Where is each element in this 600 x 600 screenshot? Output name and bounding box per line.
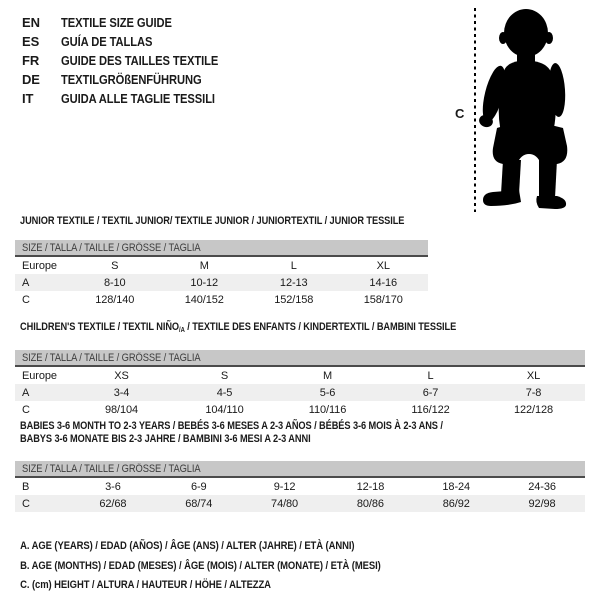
section-title-junior: JUNIOR TEXTILE / TEXTIL JUNIOR/ TEXTILE JUNIOR / JUNIORTEXTIL / JUNIOR TESSILE	[20, 215, 405, 227]
table-cell: 80/86	[356, 497, 384, 510]
children-size-table	[15, 350, 585, 418]
table-cell: 14-16	[369, 276, 398, 289]
row-label: A	[22, 386, 30, 399]
language-title: GUIDE DES TAILLES TEXTILE	[61, 53, 219, 68]
language-title: TEXTILGRÖßENFÜHRUNG	[61, 72, 202, 87]
title-subscript: /A	[179, 327, 185, 334]
language-code: IT	[22, 91, 34, 106]
table-row-age	[15, 384, 585, 401]
row-label: C	[22, 403, 30, 416]
table-cell: 3-4	[113, 386, 130, 399]
table-row-europe	[15, 367, 585, 384]
table-cell: 128/140	[95, 293, 135, 306]
table-row-height	[15, 291, 428, 308]
table-cell: 12-18	[356, 480, 385, 493]
language-row-de	[22, 70, 244, 89]
row-label: Europe	[22, 369, 57, 382]
toddler-silhouette-image	[479, 6, 575, 212]
height-marker-line	[474, 8, 476, 212]
size-table-header	[15, 461, 585, 478]
table-cell: 62/68	[99, 497, 127, 510]
table-cell: S	[111, 259, 119, 272]
table-cell: 9-12	[273, 480, 296, 493]
language-title-list	[22, 13, 244, 108]
size-header-label: SIZE / TALLA / TAILLE / GRÖSSE / TAGLIA	[22, 462, 201, 475]
row-label: B	[22, 480, 30, 493]
table-cell: 98/104	[104, 403, 139, 416]
table-row-months	[15, 478, 585, 495]
table-cell: 4-5	[216, 386, 233, 399]
table-cell: 12-13	[279, 276, 308, 289]
language-row-fr	[22, 51, 244, 70]
row-label: Europe	[22, 259, 57, 272]
legend-line-b: B. AGE (MONTHS) / EDAD (MESES) / ÂGE (MOIS) / ALTER (MONATE) / ETÀ (MESI)	[20, 559, 381, 572]
table-cell: XL	[376, 259, 390, 272]
table-cell: 3-6	[105, 480, 121, 493]
table-row-europe	[15, 257, 428, 274]
table-cell: 7-8	[525, 386, 542, 399]
title-text: / TEXTILE DES ENFANTS / KINDERTEXTIL / BAMBINI TESSILE	[184, 321, 457, 333]
size-table-header	[15, 240, 428, 257]
table-cell: 6-7	[422, 386, 439, 399]
language-code: EN	[22, 15, 40, 30]
section-title-children	[15, 321, 494, 337]
section-children	[15, 321, 585, 418]
language-code: DE	[22, 72, 40, 87]
table-cell: 24-36	[528, 480, 556, 493]
table-cell: 86/92	[442, 497, 470, 510]
size-header-label: SIZE / TALLA / TAILLE / GRÖSSE / TAGLIA	[22, 241, 201, 254]
table-cell: 10-12	[190, 276, 219, 289]
row-label: C	[22, 497, 30, 510]
table-row-height	[15, 495, 585, 512]
junior-size-table	[15, 240, 428, 308]
language-title: TEXTILE SIZE GUIDE	[61, 15, 172, 30]
size-header-label: SIZE / TALLA / TAILLE / GRÖSSE / TAGLIA	[22, 351, 201, 364]
table-cell: L	[290, 259, 297, 272]
legend-line-c: C. (cm) HEIGHT / ALTURA / HAUTEUR / HÖHE / ALTEZZA	[20, 579, 271, 591]
table-cell: S	[220, 369, 229, 382]
language-title: GUIDA ALLE TAGLIE TESSILI	[61, 91, 215, 106]
table-cell: 104/110	[205, 403, 244, 416]
table-cell: 122/128	[513, 403, 554, 416]
section-junior	[15, 215, 428, 308]
row-label: A	[22, 276, 30, 289]
language-code: FR	[22, 53, 40, 68]
language-row-it	[22, 89, 244, 108]
title-line-1: BABIES 3-6 MONTH TO 2-3 YEARS / BEBÉS 3-6 MESES A 2-3 AÑOS / BÉBÉS 3-6 MOIS À 2-3 ANS /	[20, 420, 443, 432]
size-table-header	[15, 350, 585, 367]
table-cell: 158/170	[363, 293, 403, 306]
measurement-legend	[15, 537, 440, 596]
height-marker-label: C	[455, 106, 465, 121]
table-row-height	[15, 401, 585, 418]
table-cell: 140/152	[184, 293, 224, 306]
legend-line-a: A. AGE (YEARS) / EDAD (AÑOS) / ÂGE (ANS) / ALTER (JAHRE) / ETÀ (ANNI)	[20, 540, 355, 552]
table-cell: 92/98	[528, 497, 556, 510]
table-cell: 116/122	[411, 403, 450, 416]
title-text: CHILDREN'S TEXTILE / TEXTIL NIÑO	[20, 321, 180, 333]
row-label: C	[22, 293, 30, 306]
table-cell: M	[322, 369, 333, 382]
table-cell: L	[427, 369, 434, 382]
table-cell: XS	[114, 369, 129, 382]
table-cell: 74/80	[271, 497, 299, 510]
table-cell: 152/158	[274, 293, 314, 306]
language-row-en	[22, 13, 244, 32]
babies-size-table	[15, 461, 585, 512]
table-cell: 110/116	[308, 403, 347, 416]
language-row-es	[22, 32, 244, 51]
table-cell: XL	[526, 369, 541, 382]
table-row-age	[15, 274, 428, 291]
table-cell: 6-9	[190, 480, 207, 493]
section-title-babies	[15, 420, 585, 446]
section-babies	[15, 420, 585, 512]
table-cell: M	[199, 259, 209, 272]
language-code: ES	[22, 34, 40, 49]
table-cell: 5-6	[319, 386, 336, 399]
title-line-2: BABYS 3-6 MONATE BIS 2-3 JAHRE / BAMBINI 3-6 MESI A 2-3 ANNI	[20, 433, 311, 445]
table-cell: 18-24	[442, 480, 471, 493]
table-cell: 68/74	[185, 497, 213, 510]
table-cell: 8-10	[103, 276, 126, 289]
language-title: GUÍA DE TALLAS	[61, 34, 153, 49]
